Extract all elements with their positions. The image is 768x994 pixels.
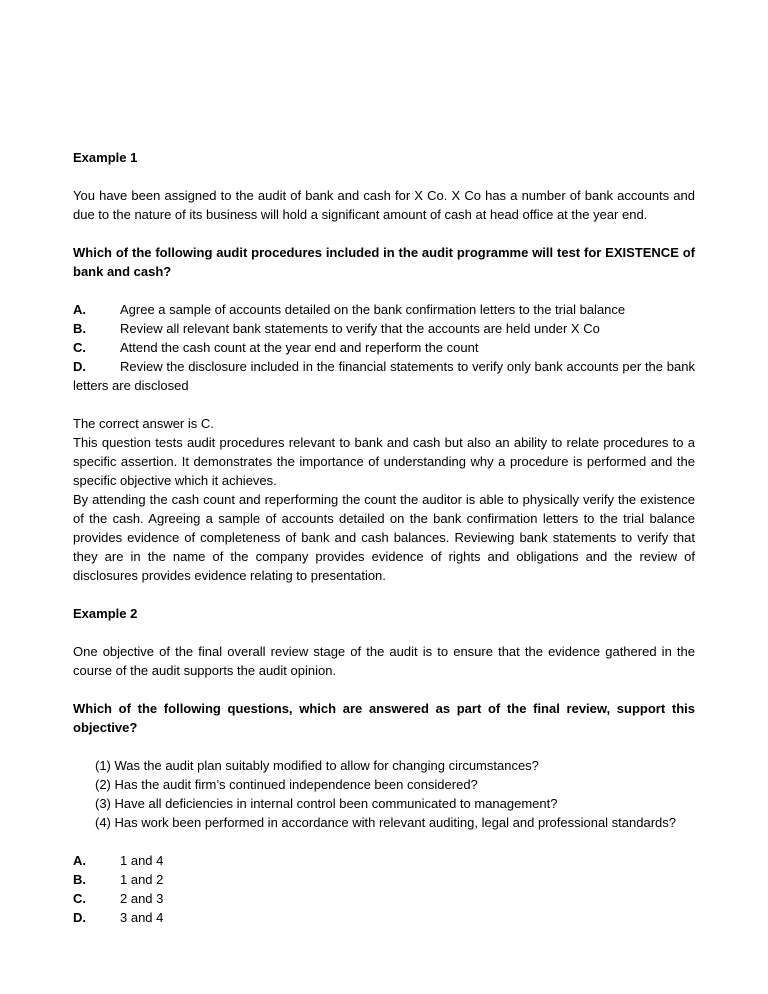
example1-section (73, 148, 695, 585)
option-letter: B. (73, 872, 86, 887)
numbered-item-3: (3) Have all deficiencies in internal control been communicated to management? (95, 796, 558, 811)
option-letter: A. (73, 302, 86, 317)
option-text: Attend the cash count at the year end and reperform the count (120, 340, 479, 355)
option-text: Review the disclosure included in the financial statements to verify only bank accounts per the bank letters are disclosed (73, 359, 695, 393)
option-row-d (73, 908, 695, 927)
answer-paragraph: By attending the cash count and reperforming the count the auditor is able to physically verify the existence of the cash. Agreeing a sample of accounts detailed on the bank confirmation letters to the trial balance provides evidence of completeness of bank and cash balances. Reviewing bank statements to verify that they are in the name of the company provides evidence of rights and obligations and the review of disclosures provides evidence relating to presentation. (73, 492, 695, 583)
example2-section (73, 604, 695, 927)
option-row-c (73, 889, 695, 908)
answer-statement: The correct answer is C. (73, 416, 214, 431)
example2-options-list (73, 851, 695, 927)
option-row-c (73, 338, 695, 357)
example1-answer-explanation (73, 414, 695, 585)
option-letter: C. (73, 891, 86, 906)
option-row-a (73, 300, 695, 319)
example2-question: Which of the following questions, which are answered as part of the final review, support this objective? (73, 701, 695, 735)
option-text: 2 and 3 (120, 891, 164, 906)
example2-intro-paragraph: One objective of the final overall review stage of the audit is to ensure that the evidence gathered in the course of the audit supports the audit opinion. (73, 644, 695, 678)
option-row-a (73, 851, 695, 870)
option-letter: A. (73, 853, 86, 868)
option-row-b (73, 319, 695, 338)
option-text: 3 and 4 (120, 910, 164, 925)
example1-question: Which of the following audit procedures included in the audit programme will test for EXISTENCE of bank and cash? (73, 245, 695, 279)
answer-paragraph: This question tests audit procedures relevant to bank and cash but also an ability to relate procedures to a specific assertion. It demonstrates the importance of understanding why a procedure is performed and the specific objective which it achieves. (73, 435, 695, 488)
option-text: 1 and 4 (120, 853, 164, 868)
option-letter: C. (73, 340, 86, 355)
option-row-b (73, 870, 695, 889)
example2-heading: Example 2 (73, 606, 138, 621)
example1-heading: Example 1 (73, 150, 138, 165)
option-letter: D. (73, 359, 86, 374)
numbered-item-4: (4) Has work been performed in accordance with relevant auditing, legal and professional standards? (95, 815, 676, 830)
option-text: Review all relevant bank statements to verify that the accounts are held under X Co (120, 321, 600, 336)
example2-numbered-list (95, 756, 695, 832)
option-text: 1 and 2 (120, 872, 164, 887)
option-row-d (73, 357, 695, 395)
example1-options-list (73, 300, 695, 395)
example1-intro-paragraph: You have been assigned to the audit of bank and cash for X Co. X Co has a number of bank accounts and due to the nature of its business will hold a significant amount of cash at head office at the year end. (73, 188, 695, 222)
numbered-item-2: (2) Has the audit firm’s continued independence been considered? (95, 777, 478, 792)
numbered-item-1: (1) Was the audit plan suitably modified to allow for changing circumstances? (95, 758, 539, 773)
option-letter: D. (73, 910, 86, 925)
option-text: Agree a sample of accounts detailed on the bank confirmation letters to the trial balance (120, 302, 626, 317)
option-letter: B. (73, 321, 86, 336)
